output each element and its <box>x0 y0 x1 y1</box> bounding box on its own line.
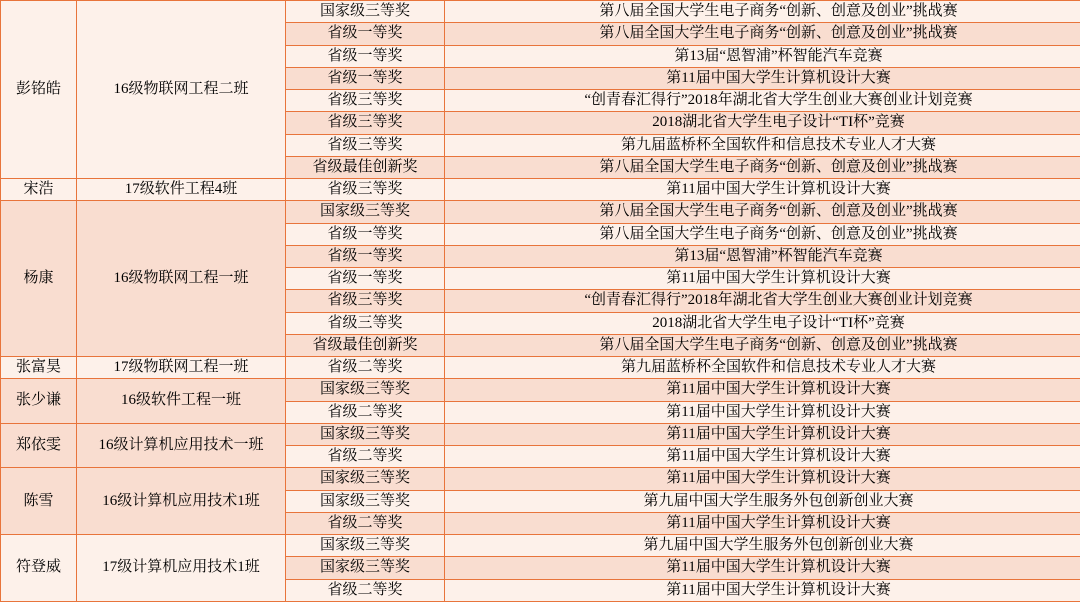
award-level-cell: 国家级三等奖 <box>286 423 445 445</box>
student-class-cell: 17级计算机应用技术1班 <box>77 535 286 602</box>
competition-name-cell: 第八届全国大学生电子商务“创新、创意及创业”挑战赛 <box>445 23 1080 45</box>
table-row <box>1 423 1080 445</box>
award-level-cell: 国家级三等奖 <box>286 490 445 512</box>
award-level-cell: 国家级三等奖 <box>286 1 445 23</box>
competition-name-cell: 第九届中国大学生服务外包创新创业大赛 <box>445 490 1080 512</box>
award-level-cell: 省级三等奖 <box>286 134 445 156</box>
award-level-cell: 国家级三等奖 <box>286 379 445 401</box>
award-level-cell: 省级一等奖 <box>286 268 445 290</box>
table-row <box>1 357 1080 379</box>
competition-name-cell: 第11届中国大学生计算机设计大赛 <box>445 401 1080 423</box>
competition-name-cell: 第八届全国大学生电子商务“创新、创意及创业”挑战赛 <box>445 223 1080 245</box>
student-name-cell: 宋浩 <box>1 179 77 201</box>
competition-name-cell: 第九届蓝桥杯全国软件和信息技术专业人才大赛 <box>445 134 1080 156</box>
award-level-cell: 省级二等奖 <box>286 579 445 601</box>
competition-name-cell: 第11届中国大学生计算机设计大赛 <box>445 423 1080 445</box>
award-level-cell: 省级二等奖 <box>286 446 445 468</box>
student-class-cell: 16级软件工程一班 <box>77 379 286 424</box>
competition-name-cell: 第八届全国大学生电子商务“创新、创意及创业”挑战赛 <box>445 201 1080 223</box>
competition-name-cell: 第九届蓝桥杯全国软件和信息技术专业人才大赛 <box>445 357 1080 379</box>
competition-name-cell: 2018湖北省大学生电子设计“TI杯”竞赛 <box>445 112 1080 134</box>
student-class-cell: 16级计算机应用技术1班 <box>77 468 286 535</box>
table-row <box>1 1 1080 23</box>
student-name-cell: 张富昊 <box>1 357 77 379</box>
competition-name-cell: “创青春汇得行”2018年湖北省大学生创业大赛创业计划竞赛 <box>445 90 1080 112</box>
award-level-cell: 省级二等奖 <box>286 357 445 379</box>
award-level-cell: 国家级三等奖 <box>286 535 445 557</box>
student-class-cell: 17级软件工程4班 <box>77 179 286 201</box>
award-level-cell: 省级一等奖 <box>286 67 445 89</box>
student-name-cell: 杨康 <box>1 201 77 357</box>
competition-name-cell: 第11届中国大学生计算机设计大赛 <box>445 379 1080 401</box>
competition-name-cell: 第11届中国大学生计算机设计大赛 <box>445 512 1080 534</box>
table-row <box>1 201 1080 223</box>
student-class-cell: 17级物联网工程一班 <box>77 357 286 379</box>
table-row <box>1 179 1080 201</box>
student-name-cell: 符登威 <box>1 535 77 602</box>
competition-name-cell: 第八届全国大学生电子商务“创新、创意及创业”挑战赛 <box>445 1 1080 23</box>
competition-name-cell: 2018湖北省大学生电子设计“TI杯”竞赛 <box>445 312 1080 334</box>
award-level-cell: 省级一等奖 <box>286 23 445 45</box>
competition-name-cell: 第九届中国大学生服务外包创新创业大赛 <box>445 535 1080 557</box>
student-name-cell: 彭铭皓 <box>1 1 77 179</box>
competition-name-cell: 第11届中国大学生计算机设计大赛 <box>445 67 1080 89</box>
student-class-cell: 16级物联网工程二班 <box>77 1 286 179</box>
award-level-cell: 省级三等奖 <box>286 312 445 334</box>
competition-name-cell: 第13届“恩智浦”杯智能汽车竞赛 <box>445 45 1080 67</box>
competition-name-cell: 第11届中国大学生计算机设计大赛 <box>445 446 1080 468</box>
award-level-cell: 省级三等奖 <box>286 290 445 312</box>
award-level-cell: 省级三等奖 <box>286 179 445 201</box>
award-level-cell: 省级二等奖 <box>286 512 445 534</box>
award-level-cell: 国家级三等奖 <box>286 201 445 223</box>
competition-name-cell: 第11届中国大学生计算机设计大赛 <box>445 179 1080 201</box>
award-level-cell: 省级三等奖 <box>286 90 445 112</box>
student-name-cell: 张少谦 <box>1 379 77 424</box>
table-row <box>1 468 1080 490</box>
competition-name-cell: 第11届中国大学生计算机设计大赛 <box>445 468 1080 490</box>
award-level-cell: 省级最佳创新奖 <box>286 334 445 356</box>
competition-name-cell: 第11届中国大学生计算机设计大赛 <box>445 557 1080 579</box>
student-name-cell: 郑依雯 <box>1 423 77 468</box>
competition-name-cell: 第八届全国大学生电子商务“创新、创意及创业”挑战赛 <box>445 334 1080 356</box>
student-class-cell: 16级物联网工程一班 <box>77 201 286 357</box>
student-class-cell: 16级计算机应用技术一班 <box>77 423 286 468</box>
student-name-cell: 陈雪 <box>1 468 77 535</box>
competition-name-cell: 第八届全国大学生电子商务“创新、创意及创业”挑战赛 <box>445 156 1080 178</box>
competition-name-cell: “创青春汇得行”2018年湖北省大学生创业大赛创业计划竞赛 <box>445 290 1080 312</box>
award-level-cell: 省级一等奖 <box>286 223 445 245</box>
award-level-cell: 国家级三等奖 <box>286 468 445 490</box>
table-row <box>1 379 1080 401</box>
award-level-cell: 省级二等奖 <box>286 401 445 423</box>
competition-name-cell: 第11届中国大学生计算机设计大赛 <box>445 579 1080 601</box>
competition-name-cell: 第13届“恩智浦”杯智能汽车竞赛 <box>445 245 1080 267</box>
competition-name-cell: 第11届中国大学生计算机设计大赛 <box>445 268 1080 290</box>
award-level-cell: 省级三等奖 <box>286 112 445 134</box>
award-level-cell: 省级最佳创新奖 <box>286 156 445 178</box>
award-level-cell: 省级一等奖 <box>286 245 445 267</box>
award-table-body <box>1 1 1080 602</box>
table-row <box>1 535 1080 557</box>
award-level-cell: 省级一等奖 <box>286 45 445 67</box>
award-level-cell: 国家级三等奖 <box>286 557 445 579</box>
